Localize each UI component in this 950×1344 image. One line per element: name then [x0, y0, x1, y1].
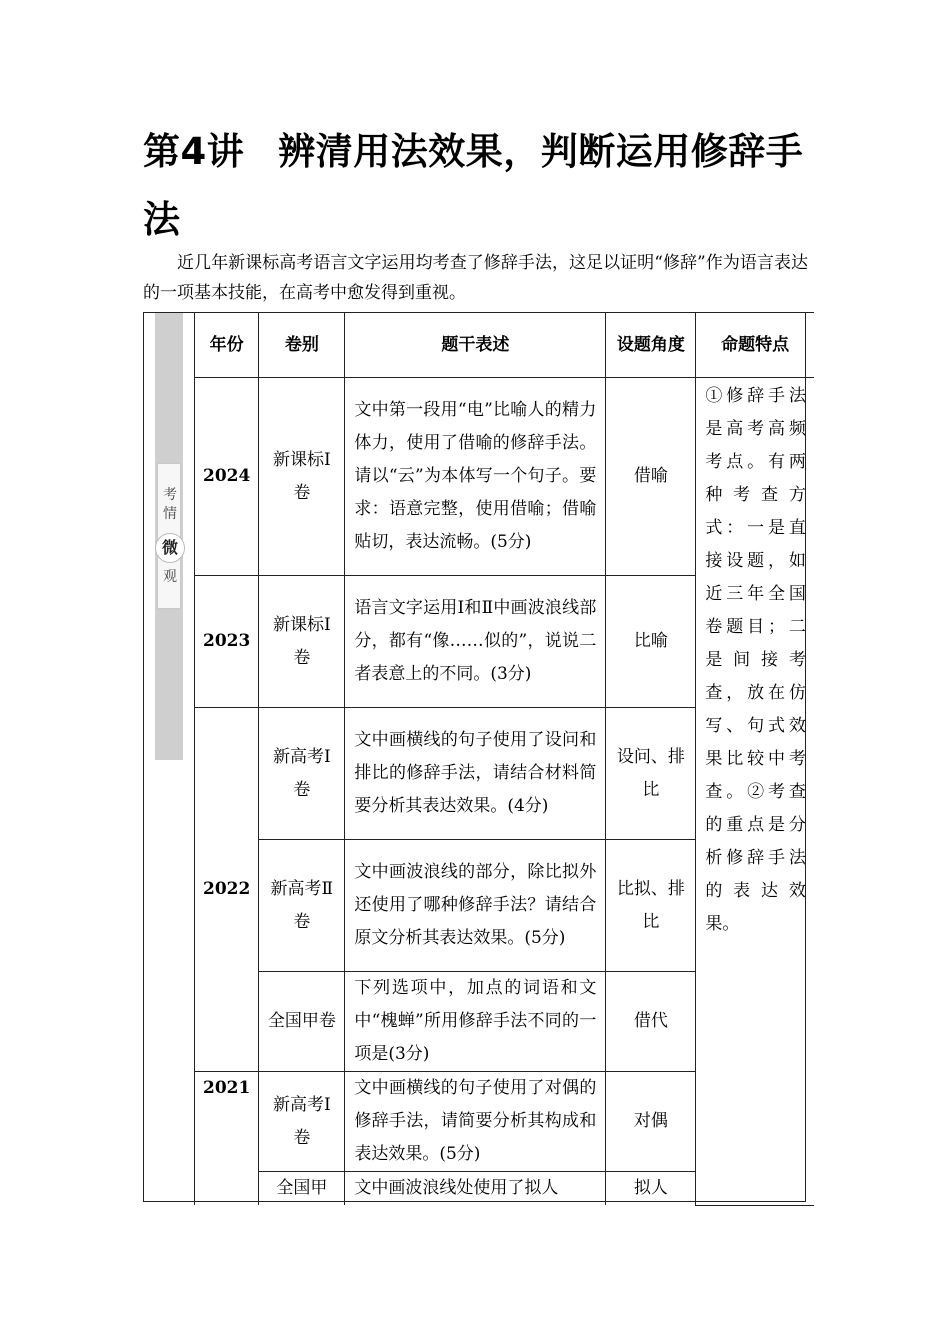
- cell-year: 2023: [195, 576, 259, 708]
- cell-stem: 语言文字运用Ⅰ和Ⅱ中画波浪线部分，都有“像……似的”，说说二者表意上的不同。(3分): [345, 576, 606, 708]
- cell-paper: 全国甲卷: [259, 972, 345, 1072]
- sidebar-tag-bottom: 观: [163, 569, 177, 585]
- cell-stem: 文中画横线的句子使用了设问和排比的修辞手法，请结合材料简要分析其表达效果。(4分): [345, 708, 606, 840]
- cell-paper: 新课标Ⅰ卷: [259, 378, 345, 576]
- cell-angle: 比拟、排比: [606, 840, 696, 972]
- table-header-row: [195, 313, 814, 378]
- header-angle: 设题角度: [606, 313, 696, 378]
- cell-stem: 文中第一段用“电”比喻人的精力体力，使用了借喻的修辞手法。请以“云”为本体写一个句子。要求：语意完整，使用借喻；借喻贴切，表达流畅。(5分): [345, 378, 606, 576]
- cell-year: 2022: [195, 708, 259, 1072]
- cell-angle: 对偶: [606, 1072, 696, 1172]
- lecture-title: 辨清用法效果，判断运用修辞手法: [143, 130, 804, 241]
- cell-angle: 设问、排比: [606, 708, 696, 840]
- sidebar-tag-top: 考情: [163, 487, 177, 522]
- page-title: [143, 118, 815, 254]
- cell-stem: 文中画波浪线处使用了拟人: [345, 1172, 606, 1206]
- table-row: [195, 378, 814, 576]
- cell-angle: 借喻: [606, 378, 696, 576]
- cell-paper: 新高考Ⅱ卷: [259, 840, 345, 972]
- lecture-number: 第4讲: [143, 130, 245, 173]
- cell-year: 2021: [195, 1072, 259, 1206]
- exam-table: [194, 312, 814, 1206]
- cell-paper: 新高考Ⅰ卷: [259, 708, 345, 840]
- cell-stem: 下列选项中，加点的词语和文中“槐蝉”所用修辞手法不同的一项是(3分): [345, 972, 606, 1072]
- cell-paper: 新课标Ⅰ卷: [259, 576, 345, 708]
- cell-paper: 新高考Ⅰ卷: [259, 1072, 345, 1172]
- cell-year: 2024: [195, 378, 259, 576]
- sidebar-tag: [157, 463, 181, 609]
- header-features: 命题特点: [696, 313, 814, 378]
- sidebar-tag-circle: 微: [155, 533, 185, 563]
- header-paper: 卷别: [259, 313, 345, 378]
- cell-angle: 比喻: [606, 576, 696, 708]
- cell-stem: 文中画波浪线的部分，除比拟外还使用了哪种修辞手法？请结合原文分析其表达效果。(5分): [345, 840, 606, 972]
- header-year: 年份: [195, 313, 259, 378]
- cell-paper: 全国甲: [259, 1172, 345, 1206]
- header-stem: 题干表述: [345, 313, 606, 378]
- cell-angle: 拟人: [606, 1172, 696, 1206]
- intro-paragraph: 近几年新课标高考语言文字运用均考查了修辞手法，这足以证明“修辞”作为语言表达的一项基本技能，在高考中愈发得到重视。: [143, 253, 808, 303]
- cell-stem: 文中画横线的句子使用了对偶的修辞手法，请简要分析其构成和表达效果。(5分): [345, 1072, 606, 1172]
- cell-angle: 借代: [606, 972, 696, 1072]
- cell-features: ①修辞手法是高考高频考点。有两种考查方式：一是直接设题，如近三年全国卷题目；二是间接考查，放在仿写、句式效果比较中考查。②考查的重点是分析修辞手法的表达效果。: [696, 378, 814, 1206]
